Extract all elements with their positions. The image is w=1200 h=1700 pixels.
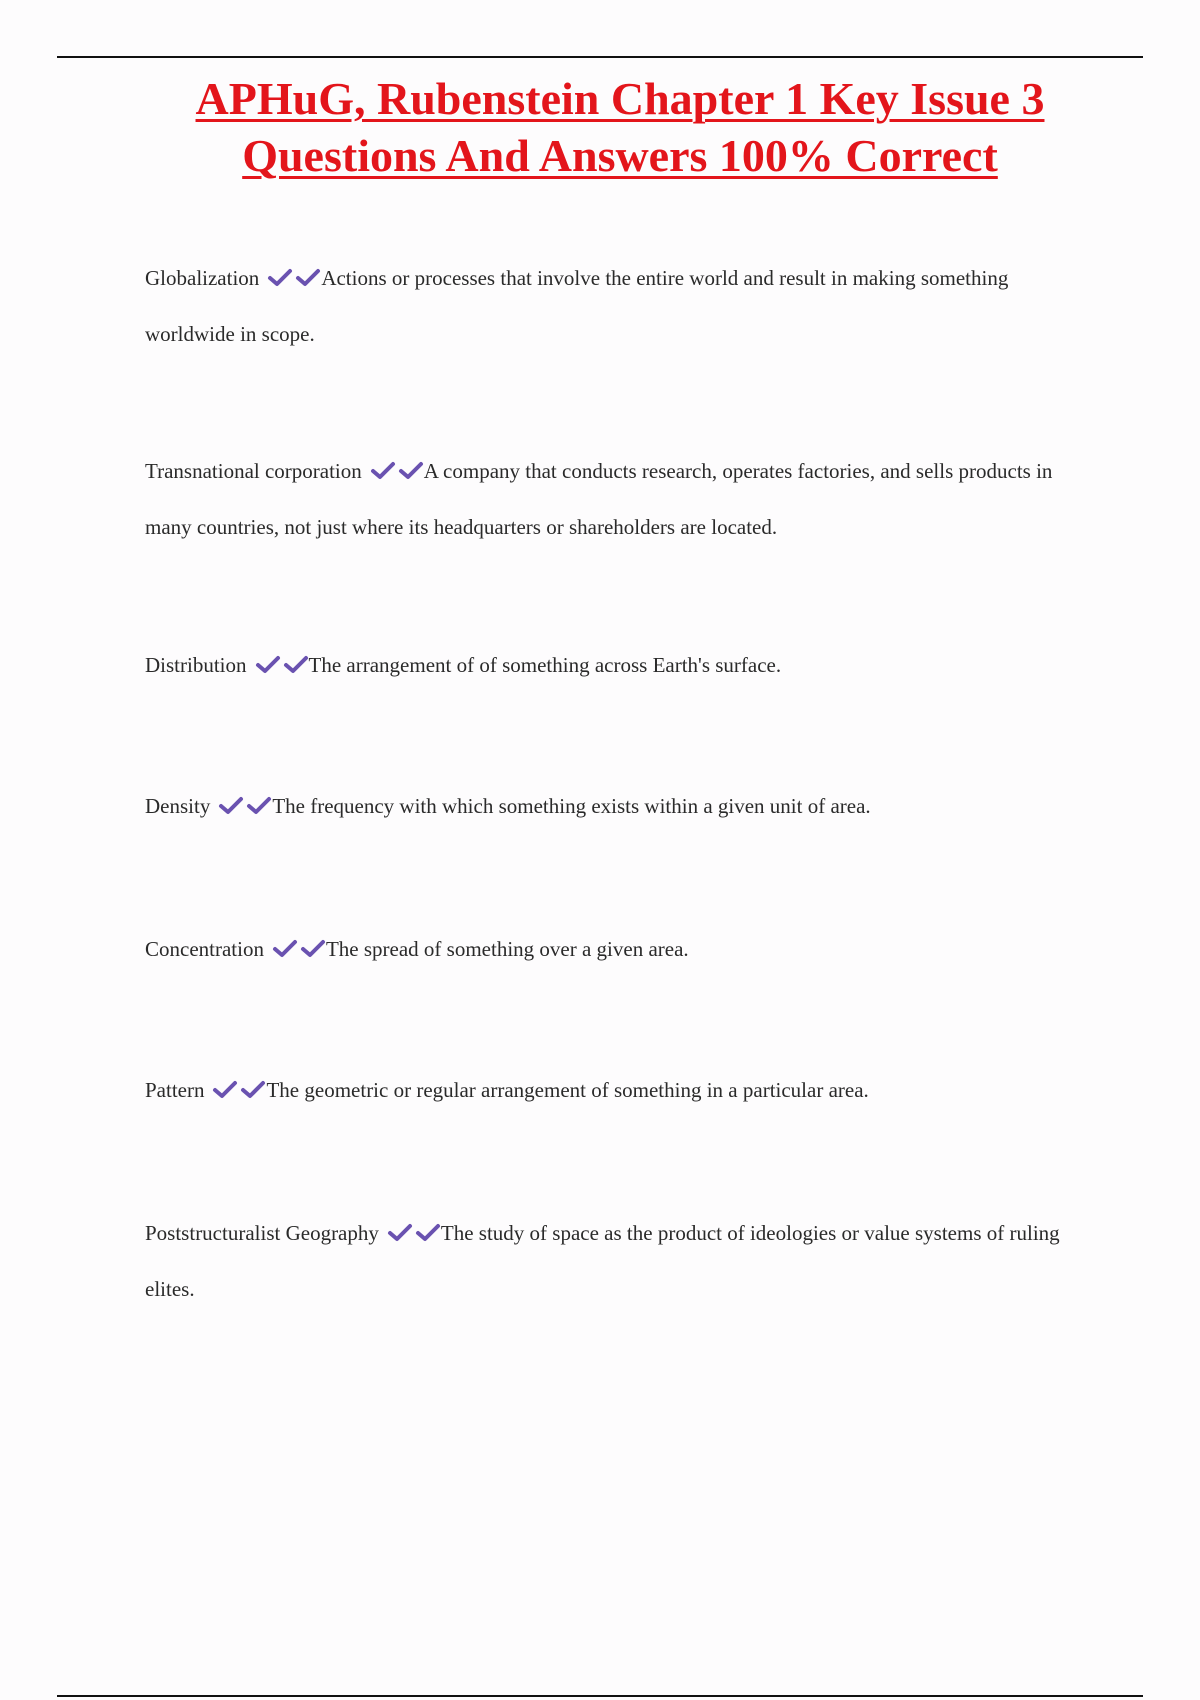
term: Pattern: [145, 1078, 205, 1102]
term: Globalization: [145, 266, 260, 290]
qa-entry: [145, 1205, 1090, 1317]
title-line-1: APHuG, Rubenstein Chapter 1 Key Issue 3: [195, 73, 1045, 124]
checkmark-icon: [272, 939, 298, 959]
definition: Actions or processes that involve the entire world and result in making something worldwide in scope.: [145, 266, 1009, 346]
definition: A company that conducts research, operates factories, and sells products in many countries, not just where its headquarters or shareholders are located.: [145, 459, 1053, 539]
term: Poststructuralist Geography: [145, 1221, 379, 1245]
bottom-rule: [57, 1695, 1143, 1697]
term: Distribution: [145, 653, 247, 677]
qa-entry: [145, 1062, 1090, 1118]
title-line-2: Questions And Answers 100% Correct: [242, 130, 998, 181]
definition: The arrangement of of something across Earth's surface.: [308, 653, 782, 677]
term: Transnational corporation: [145, 459, 362, 483]
checkmark-icon: [283, 655, 309, 675]
definition: The geometric or regular arrangement of something in a particular area.: [266, 1078, 869, 1102]
definition: The spread of something over a given area.: [325, 937, 689, 961]
checkmark-icon: [255, 655, 281, 675]
checkmark-icon: [300, 939, 326, 959]
checkmark-icon: [415, 1223, 441, 1243]
checkmark-icon: [398, 461, 424, 481]
checkmark-icon: [295, 268, 321, 288]
checkmark-icon: [370, 461, 396, 481]
document-title: [60, 70, 1180, 184]
checkmark-icon: [246, 796, 272, 816]
term: Concentration: [145, 937, 264, 961]
qa-entry: [145, 637, 1090, 693]
qa-entry: [145, 921, 1090, 977]
checkmark-icon: [267, 268, 293, 288]
checkmark-icon: [240, 1080, 266, 1100]
definition: The study of space as the product of ideologies or value systems of ruling elites.: [145, 1221, 1060, 1301]
checkmark-icon: [212, 1080, 238, 1100]
definition: The frequency with which something exists within a given unit of area.: [272, 794, 871, 818]
checkmark-icon: [387, 1223, 413, 1243]
checkmark-icon: [218, 796, 244, 816]
qa-entry: [145, 778, 1090, 834]
qa-entry: [145, 250, 1090, 362]
qa-entry: [145, 443, 1090, 555]
top-rule: [57, 56, 1143, 58]
term: Density: [145, 794, 211, 818]
